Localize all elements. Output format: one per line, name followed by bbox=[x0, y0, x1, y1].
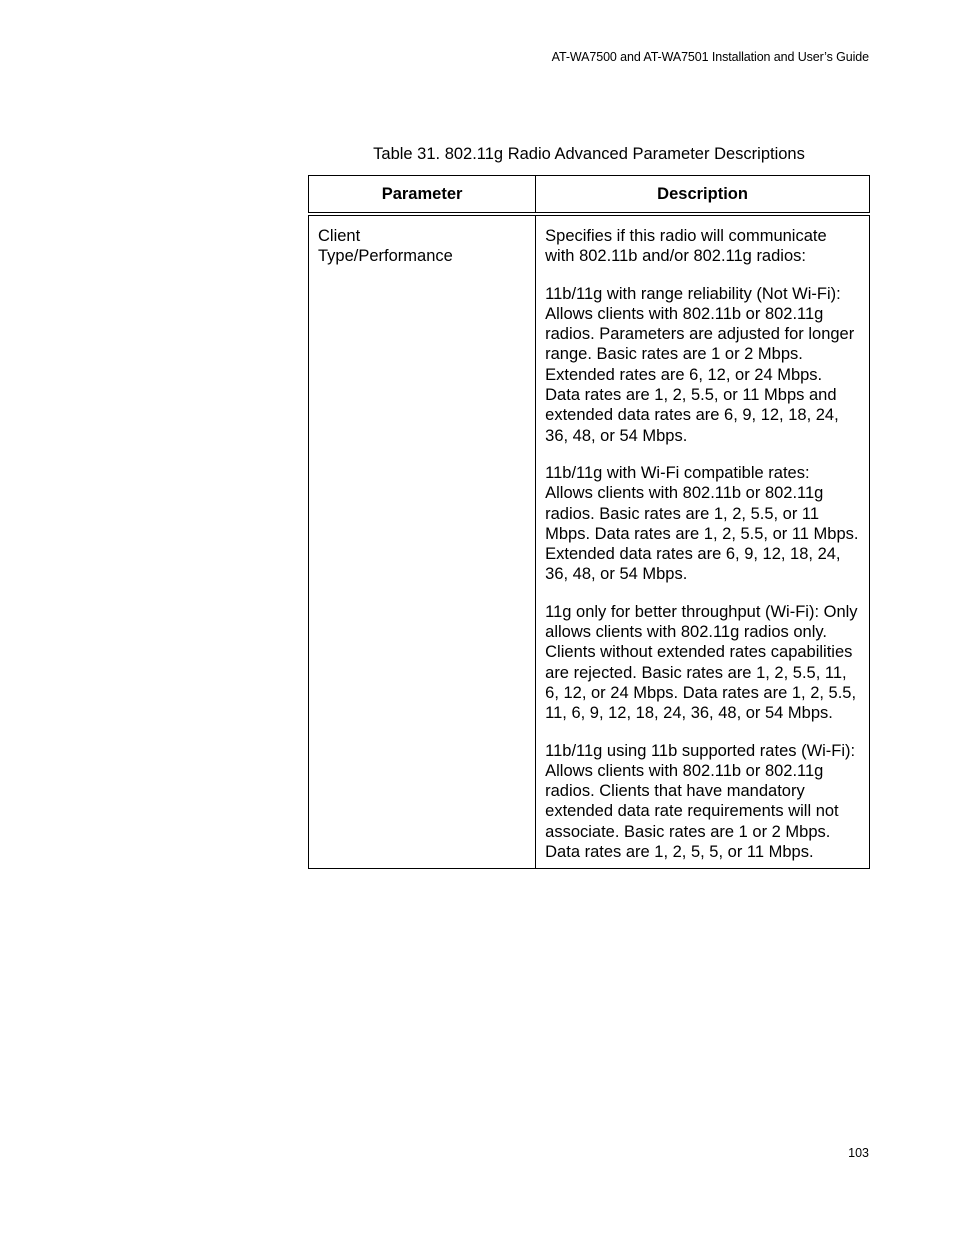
parameter-name-line: Client bbox=[318, 227, 361, 245]
table-caption: Table 31. 802.11g Radio Advanced Parameter Descriptions bbox=[373, 145, 805, 163]
column-header-description: Description bbox=[536, 176, 870, 215]
page-number: 103 bbox=[848, 1146, 869, 1160]
parameter-name-line: Type/Performance bbox=[318, 247, 453, 266]
description-paragraph: 11b/11g with Wi-Fi compatible rates: Allows clients with 802.11b or 802.11g radios. Basic rates are 1, 2, 5.5, or 11 Mbps. Data rates are 1, 2, 5.5, or 11 Mbps. Extended data rates are 6, 9, 12, 18, 24, 36, 48, or 54 Mbps. bbox=[545, 463, 859, 584]
description-paragraph: 11g only for better throughput (Wi-Fi): Only allows clients with 802.11g radios only. Clients without extended rates capabilities are rejected. Basic rates are 1, 2, 5.5, 11, 6, 12, or 24 Mbps. Data rates are 1, 2, 5.5, 11, 6, 9, 12, 18, 24, 36, 48, or 54 Mbps. bbox=[545, 602, 858, 723]
column-header-parameter: Parameter bbox=[309, 176, 536, 215]
table-row bbox=[309, 214, 870, 869]
description-paragraph: Specifies if this radio will communicate with 802.11b and/or 802.11g radios: bbox=[545, 227, 827, 266]
description-paragraph: 11b/11g with range reliability (Not Wi-Fi): Allows clients with 802.11b or 802.11g radios. Parameters are adjusted for longer range. Basic rates are 1 or 2 Mbps. Extended rates are 6, 12, or 24 Mbps. Data rates are 1, 2, 5.5, or 11 Mbps and extended data rates are 6, 9, 12, 18, 24, 36, 48, or 54 Mbps. bbox=[545, 284, 855, 445]
parameter-table bbox=[308, 175, 870, 869]
description-cell bbox=[536, 214, 870, 869]
parameter-cell bbox=[309, 214, 536, 869]
running-header: AT-WA7500 and AT-WA7501 Installation and User’s Guide bbox=[551, 50, 869, 64]
description-paragraph: 11b/11g using 11b supported rates (Wi-Fi): Allows clients with 802.11b or 802.11g radios. Clients that have mandatory extended data rate requirements will not associate. Basic rates are 1 or 2 Mbps. Data rates are 1, 2, 5, 5, or 11 Mbps. bbox=[545, 741, 856, 862]
table-header-row bbox=[309, 176, 870, 215]
